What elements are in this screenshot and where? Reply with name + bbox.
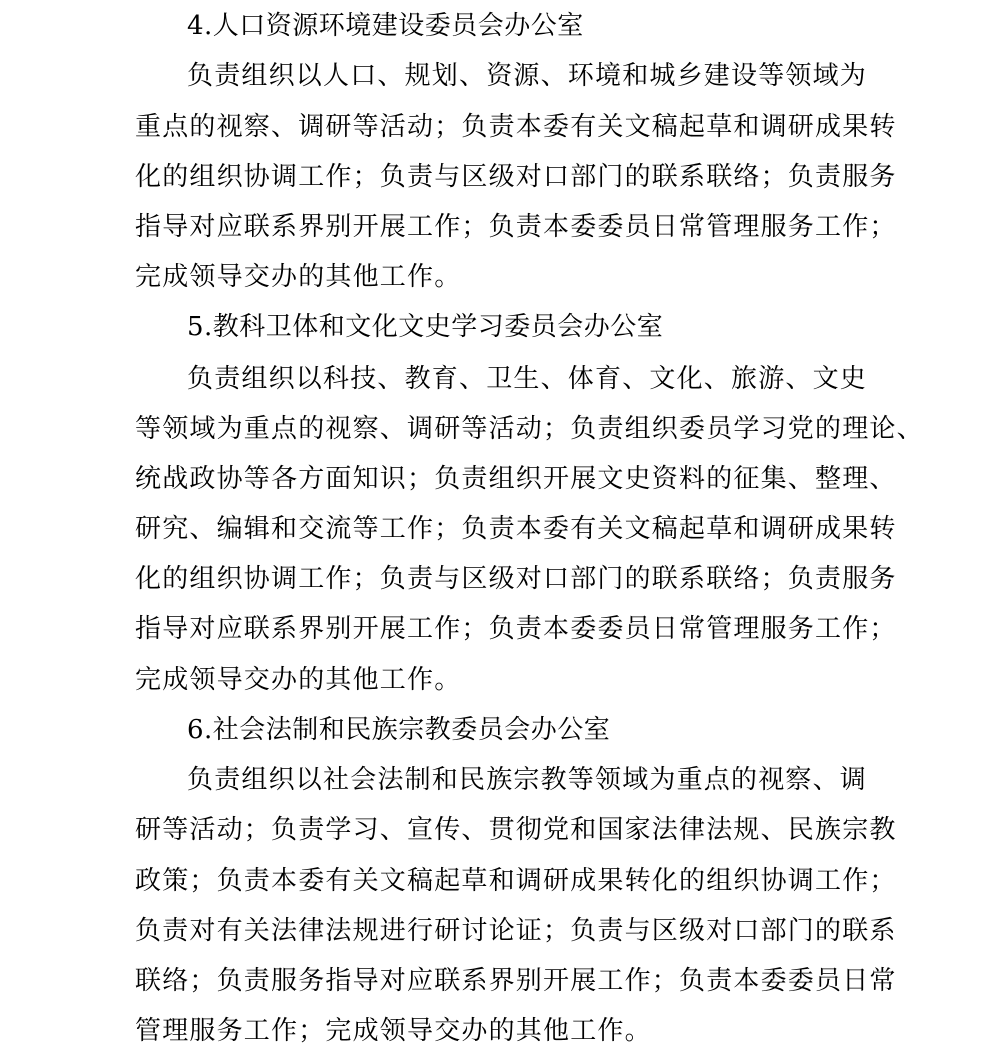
paragraph-line: 等领域为重点的视察、调研等活动；负责组织委员学习党的理论、 (135, 414, 924, 444)
paragraph-line: 化的组织协调工作；负责与区级对口部门的联系联络；负责服务 (135, 564, 897, 594)
section-heading: 4.人口资源环境建设委员会办公室 (187, 11, 584, 41)
section-heading: 6.社会法制和民族宗教委员会办公室 (187, 715, 611, 745)
paragraph-line: 化的组织协调工作；负责与区级对口部门的联系联络；负责服务 (135, 162, 897, 192)
paragraph-line: 负责组织以人口、规划、资源、环境和城乡建设等领域为 (187, 61, 868, 91)
paragraph-line: 政策；负责本委有关文稿起草和调研成果转化的组织协调工作； (135, 866, 897, 896)
paragraph-line: 完成领导交办的其他工作。 (135, 262, 462, 292)
paragraph-line: 负责组织以科技、教育、卫生、体育、文化、旅游、文史 (187, 364, 868, 394)
paragraph-line: 统战政协等各方面知识；负责组织开展文史资料的征集、整理、 (135, 464, 897, 494)
paragraph-line: 重点的视察、调研等活动；负责本委有关文稿起草和调研成果转 (135, 112, 897, 142)
paragraph-line: 完成领导交办的其他工作。 (135, 665, 462, 695)
paragraph-line: 管理服务工作；完成领导交办的其他工作。 (135, 1016, 652, 1046)
paragraph-line: 负责组织以社会法制和民族宗教等领域为重点的视察、调 (187, 765, 868, 795)
paragraph-line: 研等活动；负责学习、宣传、贯彻党和国家法律法规、民族宗教 (135, 815, 897, 845)
paragraph-line: 指导对应联系界别开展工作；负责本委委员日常管理服务工作； (135, 212, 897, 242)
paragraph-line: 研究、编辑和交流等工作；负责本委有关文稿起草和调研成果转 (135, 514, 897, 544)
section-heading: 5.教科卫体和文化文史学习委员会办公室 (187, 312, 664, 342)
paragraph-line: 负责对有关法律法规进行研讨论证；负责与区级对口部门的联系 (135, 916, 897, 946)
paragraph-line: 联络；负责服务指导对应联系界别开展工作；负责本委委员日常 (135, 966, 897, 996)
paragraph-line: 指导对应联系界别开展工作；负责本委委员日常管理服务工作； (135, 614, 897, 644)
